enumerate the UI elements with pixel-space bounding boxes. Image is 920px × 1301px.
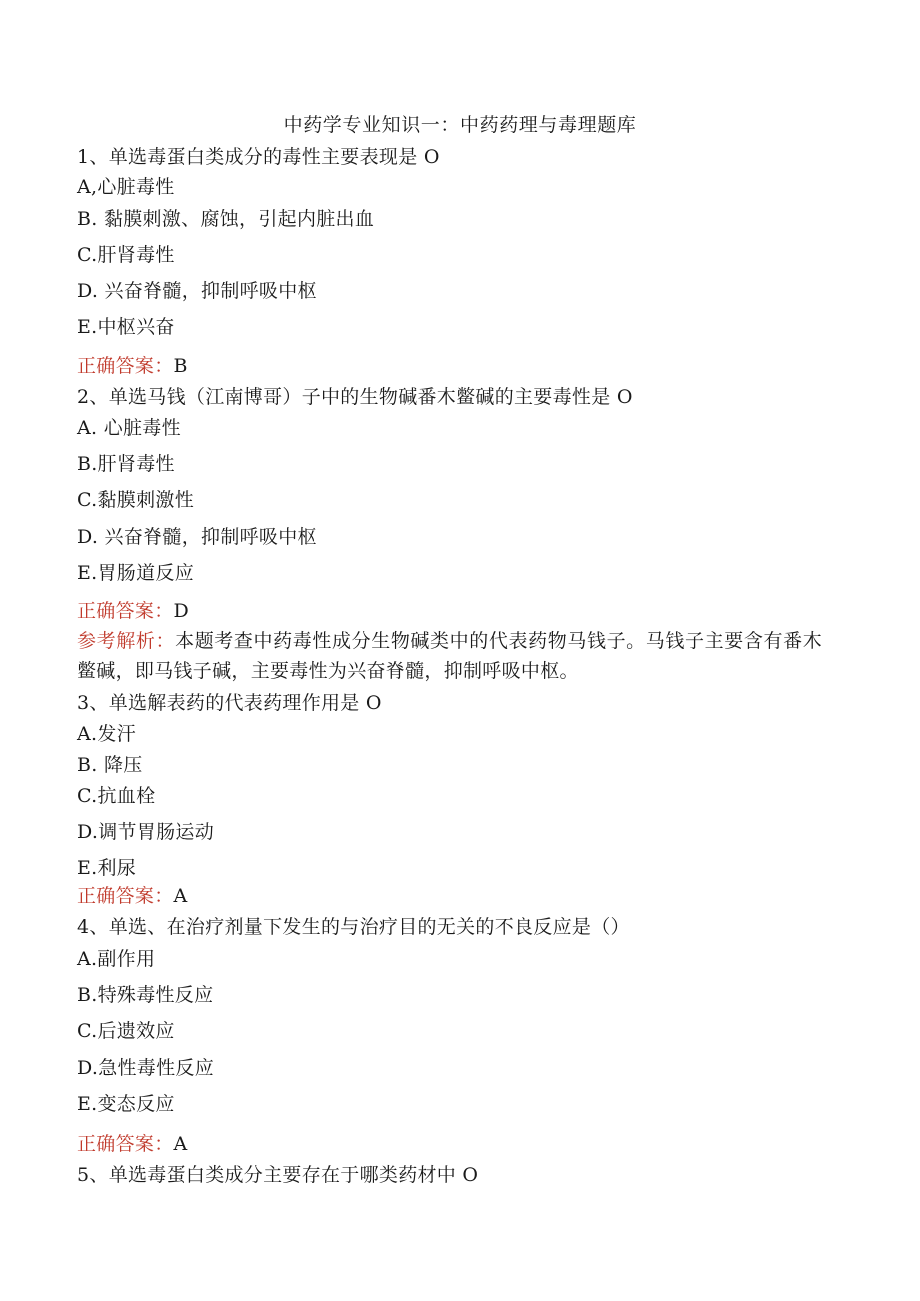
option-e: E.变态反应 xyxy=(77,1093,175,1115)
analysis-block xyxy=(77,626,822,686)
option-d: D.急性毒性反应 xyxy=(77,1057,214,1079)
option-c: C.后遗效应 xyxy=(77,1020,175,1042)
option-a: A.副作用 xyxy=(77,948,156,970)
option-d: D.调节胃肠运动 xyxy=(77,821,214,843)
answer-label: 正确答案： xyxy=(77,1133,174,1155)
answer-line xyxy=(77,354,188,378)
answer-value: A xyxy=(173,1133,188,1155)
analysis-text: 本题考查中药毒性成分生物碱类中的代表药物马钱子。马钱子主要含有番木鳖碱，即马钱子碱，主要毒性为兴奋脊髓，抑制呼吸中枢。 xyxy=(77,630,822,682)
option-b: B.特殊毒性反应 xyxy=(77,984,214,1006)
option-c: C.抗血栓 xyxy=(77,785,156,807)
option-e: E.胃肠道反应 xyxy=(77,562,195,584)
option-b: B. 降压 xyxy=(77,754,143,776)
option-e: E.利尿 xyxy=(77,857,137,879)
option-d: D. 兴奋脊髓，抑制呼吸中枢 xyxy=(77,526,317,548)
analysis-label: 参考解析： xyxy=(77,630,176,652)
option-c: C.黏膜刺激性 xyxy=(77,489,195,511)
option-c: C.肝肾毒性 xyxy=(77,244,175,266)
answer-value: D xyxy=(173,600,190,622)
answer-line xyxy=(77,884,188,908)
question-stem: 4、单选、在治疗剂量下发生的与治疗目的无关的不良反应是（） xyxy=(77,916,630,938)
answer-label: 正确答案： xyxy=(77,885,174,907)
option-a: A.发汗 xyxy=(77,723,136,745)
question-stem: 5、单选毒蛋白类成分主要存在于哪类药材中 O xyxy=(77,1164,479,1186)
option-e: E.中枢兴奋 xyxy=(77,316,175,338)
answer-value: B xyxy=(173,355,188,377)
answer-label: 正确答案： xyxy=(77,600,174,622)
option-a: A,心脏毒性 xyxy=(77,176,175,198)
option-d: D. 兴奋脊髓，抑制呼吸中枢 xyxy=(77,280,317,302)
answer-value: A xyxy=(173,885,188,907)
option-b: B. 黏膜刺激、腐蚀，引起内脏出血 xyxy=(77,208,375,230)
question-stem: 3、单选解表药的代表药理作用是 O xyxy=(77,692,382,714)
question-stem: 2、单选马钱（江南博哥）子中的生物碱番木鳖碱的主要毒性是 O xyxy=(77,386,633,408)
question-stem: 1、单选毒蛋白类成分的毒性主要表现是 O xyxy=(77,146,440,168)
answer-label: 正确答案： xyxy=(77,355,174,377)
option-b: B.肝肾毒性 xyxy=(77,453,175,475)
page-title: 中药学专业知识一：中药药理与毒理题库 xyxy=(283,114,637,136)
option-a: A. 心脏毒性 xyxy=(77,417,181,439)
answer-line xyxy=(77,1132,188,1156)
answer-line xyxy=(77,599,189,623)
